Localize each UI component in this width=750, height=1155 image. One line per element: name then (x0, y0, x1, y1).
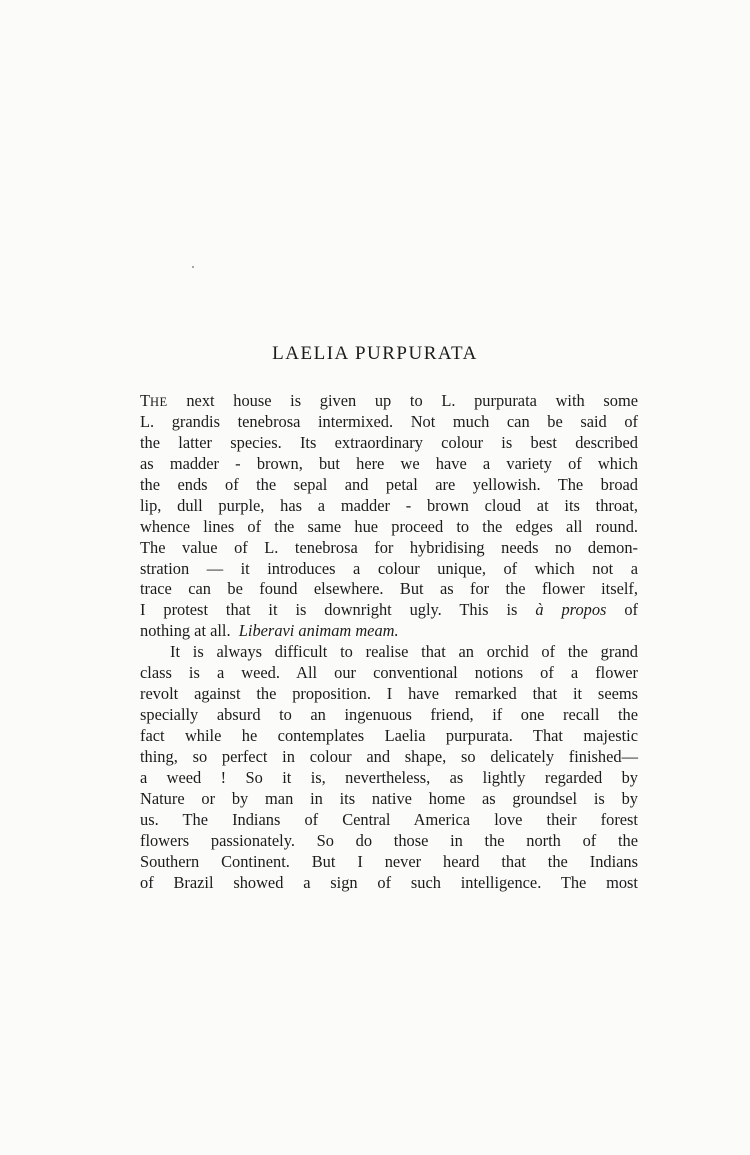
text-line: fact while he contemplates Laelia purpurata. That majestic (140, 726, 638, 745)
text-line: of Brazil showed a sign of such intelligence. The most (140, 872, 638, 892)
text-line: us. The Indians of Central America love their forest (140, 809, 638, 829)
text-line: revolt against the proposition. I have remarked that it seems (140, 684, 638, 704)
text-line: as madder - brown, but here we have a variety of which (140, 453, 638, 473)
text-line: The value of L. tenebrosa for hybridising needs no demon- (140, 537, 638, 557)
chapter-heading: LAELIA PURPURATA (272, 343, 478, 364)
drop-cap-small-caps: HE (150, 395, 168, 409)
italic-phrase: à propos (535, 600, 607, 620)
text-line (140, 621, 638, 642)
text-line: trace can be found elsewhere. But as for the flower itself, (140, 579, 638, 599)
text-line: the latter species. Its extraordinary colour is best described (140, 432, 638, 452)
text-line: Southern Continent. But I never heard that the Indians (140, 851, 638, 871)
text-line: the ends of the sepal and petal are yellowish. The broad (140, 474, 638, 494)
line-text: I protest that it is downright ugly. This is (140, 600, 518, 620)
text-line (140, 391, 638, 412)
drop-cap-first-letter: T (140, 391, 151, 410)
line-text: of (624, 600, 639, 620)
text-line: flowers passionately. So do those in the north of the (140, 830, 638, 850)
body-text (140, 391, 638, 894)
text-line: specially absurd to an ingenuous friend, if one recall the (140, 705, 638, 725)
text-line: lip, dull purple, has a madder - brown cloud at its throat, (140, 495, 638, 515)
text-line (140, 600, 638, 621)
text-line: class is a weed. All our conventional notions of a flower (140, 663, 638, 683)
text-line: L. grandis tenebrosa intermixed. Not much can be said of (140, 411, 638, 431)
text-line: It is always difficult to realise that an orchid of the grand (170, 642, 638, 662)
line-text: nothing at all. (140, 621, 231, 641)
line-text: next house is given up to L. purpurata with some (186, 391, 638, 410)
italic-phrase: Liberavi animam meam. (238, 621, 399, 641)
paper-speck (192, 266, 194, 268)
text-line: thing, so perfect in colour and shape, so delicately finished— (140, 746, 638, 766)
text-line: stration — it introduces a colour unique, of which not a (140, 558, 638, 578)
text-line: whence lines of the same hue proceed to the edges all round. (140, 516, 638, 536)
text-line: a weed ! So it is, nevertheless, as lightly regarded by (140, 767, 638, 787)
text-line: Nature or by man in its native home as groundsel is by (140, 788, 638, 808)
